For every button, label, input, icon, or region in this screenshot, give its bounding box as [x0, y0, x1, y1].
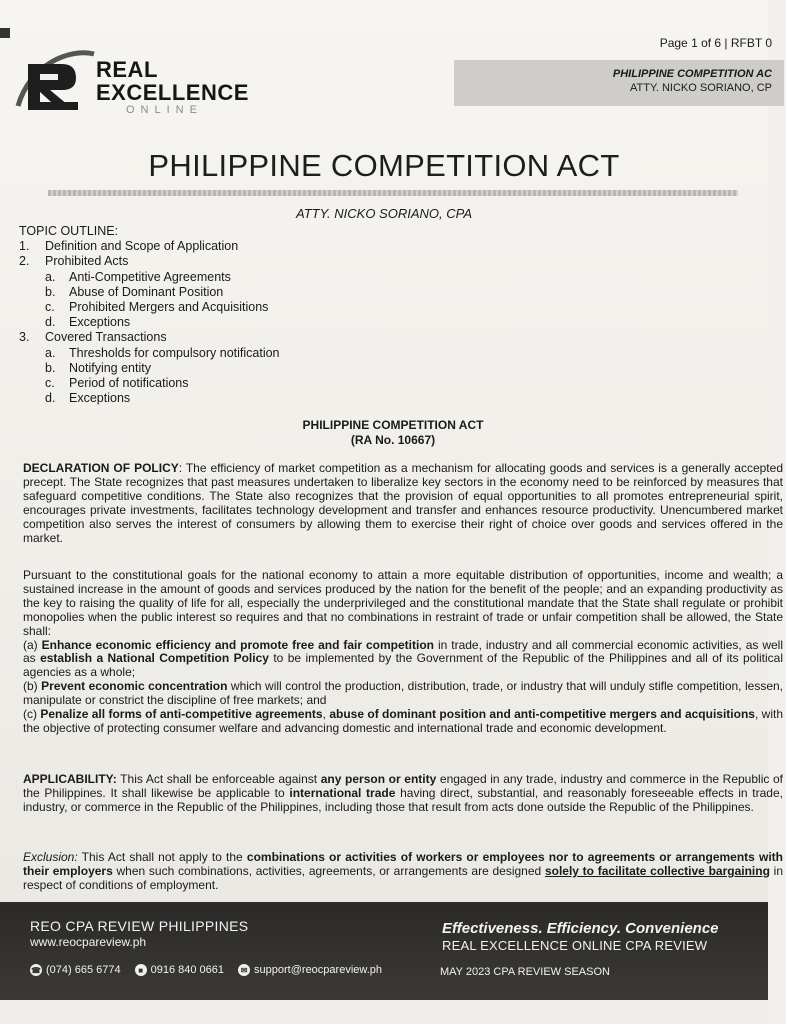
page-bottom-margin: [0, 1000, 768, 1024]
act-title: PHILIPPINE COMPETITION ACT: [302, 418, 484, 432]
logo-subtitle: ONLINE: [126, 104, 203, 116]
exclusion-label: Exclusion:: [23, 850, 78, 864]
policy-label: DECLARATION OF POLICY: [23, 461, 179, 475]
footer-website: www.reocpareview.ph: [30, 935, 147, 949]
footer-email: ✉ support@reocpareview.ph: [238, 964, 382, 976]
pursuant-item-c: (c) Penalize all forms of anti-competitive agreements, abuse of dominant position and anti-competitive mergers and acquisitions, with the objective of protecting consumer welfare and advancing domestic and international trade and economic development.: [23, 707, 783, 735]
document-title: PHILIPPINE COMPETITION ACT: [148, 148, 620, 183]
declaration-of-policy: [23, 462, 783, 545]
page-number: Page 1 of 6 | RFBT 0: [659, 36, 772, 50]
reo-logo-icon: [10, 44, 96, 122]
outline-subitem: c. Prohibited Mergers and Acquisitions: [45, 300, 269, 315]
outline-subitem: b. Notifying entity: [45, 360, 151, 375]
outline-subitem: a. Thresholds for compulsory notification: [45, 345, 280, 360]
policy-text: : The efficiency of market competition as a mechanism for allocating goods and services is a generally accepted precept. The State recognizes that past measures undertaken to liberalize key sectors in the economy need to be reinforced by measures that safeguard competitive conditions. The State also recognizes that the provision of equal opportunities to all promotes entrepreneurial spirit, encourages private investments, facilitates technology development and transfer and enhances resource productivity. Unencumbered market competition also serves the interest of consumers by allowing them to exercise their right of choice over goods and services offered in the market.: [23, 461, 783, 545]
footer-contacts: [30, 964, 396, 976]
exclusion-section: Exclusion: This Act shall not apply to the combinations or activities of workers or employees nor to agreements or arrangements with their employers when such combinations, activities, agreements, or arrangements are designed solely to facilitate collective bargaining in respect of conditions of employment.: [23, 850, 783, 892]
header-box-author: ATTY. NICKO SORIANO, CP: [629, 82, 772, 94]
logo-wordmark: REAL EXCELLENCE: [96, 57, 249, 105]
header-box: [454, 60, 784, 106]
act-number: (RA No. 10667): [350, 433, 436, 447]
footer-tagline-sub: REAL EXCELLENCE ONLINE CPA REVIEW: [442, 938, 708, 953]
outline-list: [19, 239, 280, 406]
outline-subitem: b. Abuse of Dominant Position: [45, 284, 224, 299]
pursuant-intro: Pursuant to the constitutional goals for the national economy to attain a more equitable distribution of opportunities, income and wealth; a sustained increase in the amount of goods and services produced by the nation for the benefit of the people; and an expanding productivity as the key to raising the quality of life for all, especially the underprivileged and the constitutional mandate that the State shall regulate or prohibit monopolies when the public interest so requires and that no combinations in restraint of trade or unfair competition shall be allowed, the State shall:: [23, 568, 783, 638]
pursuant-item-a: (a) Enhance economic efficiency and promote free and fair competition in trade, industry and all commercial economic activities, as well as establish a National Competition Policy to be implemented by the Government of the Republic of the Philippines and all of its political agencies as a whole;: [23, 637, 783, 680]
document-author: ATTY. NICKO SORIANO, CPA: [295, 206, 472, 221]
scan-corner-mark: [0, 28, 10, 38]
outline-subitem: c. Period of notifications: [45, 376, 189, 391]
page-footer: [0, 902, 768, 1000]
header-box-title: PHILIPPINE COMPETITION AC: [612, 68, 772, 80]
outline-subitem: d. Exceptions: [45, 315, 131, 330]
footer-season: MAY 2023 CPA REVIEW SEASON: [440, 966, 610, 978]
email-icon: ✉: [238, 964, 250, 976]
applicability-section: APPLICABILITY: This Act shall be enforceable against any person or entity engaged in any trade, industry and commerce in the Republic of the Philippines. It shall likewise be applicable to international trade having direct, substantial, and reasonably foreseeable effects in trade, industry, or commerce in the Republic of the Philippines, including those that result from acts done outside the Republic of the Philippines.: [23, 772, 783, 814]
footer-org-name: REO CPA REVIEW PHILIPPINES: [30, 918, 249, 934]
outline-heading: TOPIC OUTLINE:: [19, 224, 119, 238]
applicability-label: APPLICABILITY:: [23, 772, 117, 786]
footer-phone: ☎ (074) 665 6774: [31, 964, 121, 976]
topic-outline: [19, 224, 280, 406]
outline-subitem: d. Exceptions: [45, 391, 131, 406]
pursuant-section: [23, 569, 783, 736]
pursuant-item-b: (b) Prevent economic concentration which will control the production, distribution, trade, or industry that will unduly stifle competition, lessen, manipulate or constrict the discipline of free markets; and: [23, 679, 784, 708]
outline-subitem: a. Anti-Competitive Agreements: [45, 269, 231, 284]
footer-tagline: Effectiveness. Efficiency. Convenience: [442, 920, 719, 937]
mobile-icon: ■: [135, 964, 147, 976]
title-divider: [48, 190, 738, 196]
outline-item: 2. Prohibited Acts: [19, 254, 129, 269]
footer-mobile: ■ 0916 840 0661: [135, 964, 224, 976]
outline-item: 1. Definition and Scope of Application: [19, 239, 239, 254]
phone-icon: ☎: [31, 965, 41, 975]
act-heading: [0, 418, 786, 448]
outline-item: 3. Covered Transactions: [19, 330, 167, 345]
